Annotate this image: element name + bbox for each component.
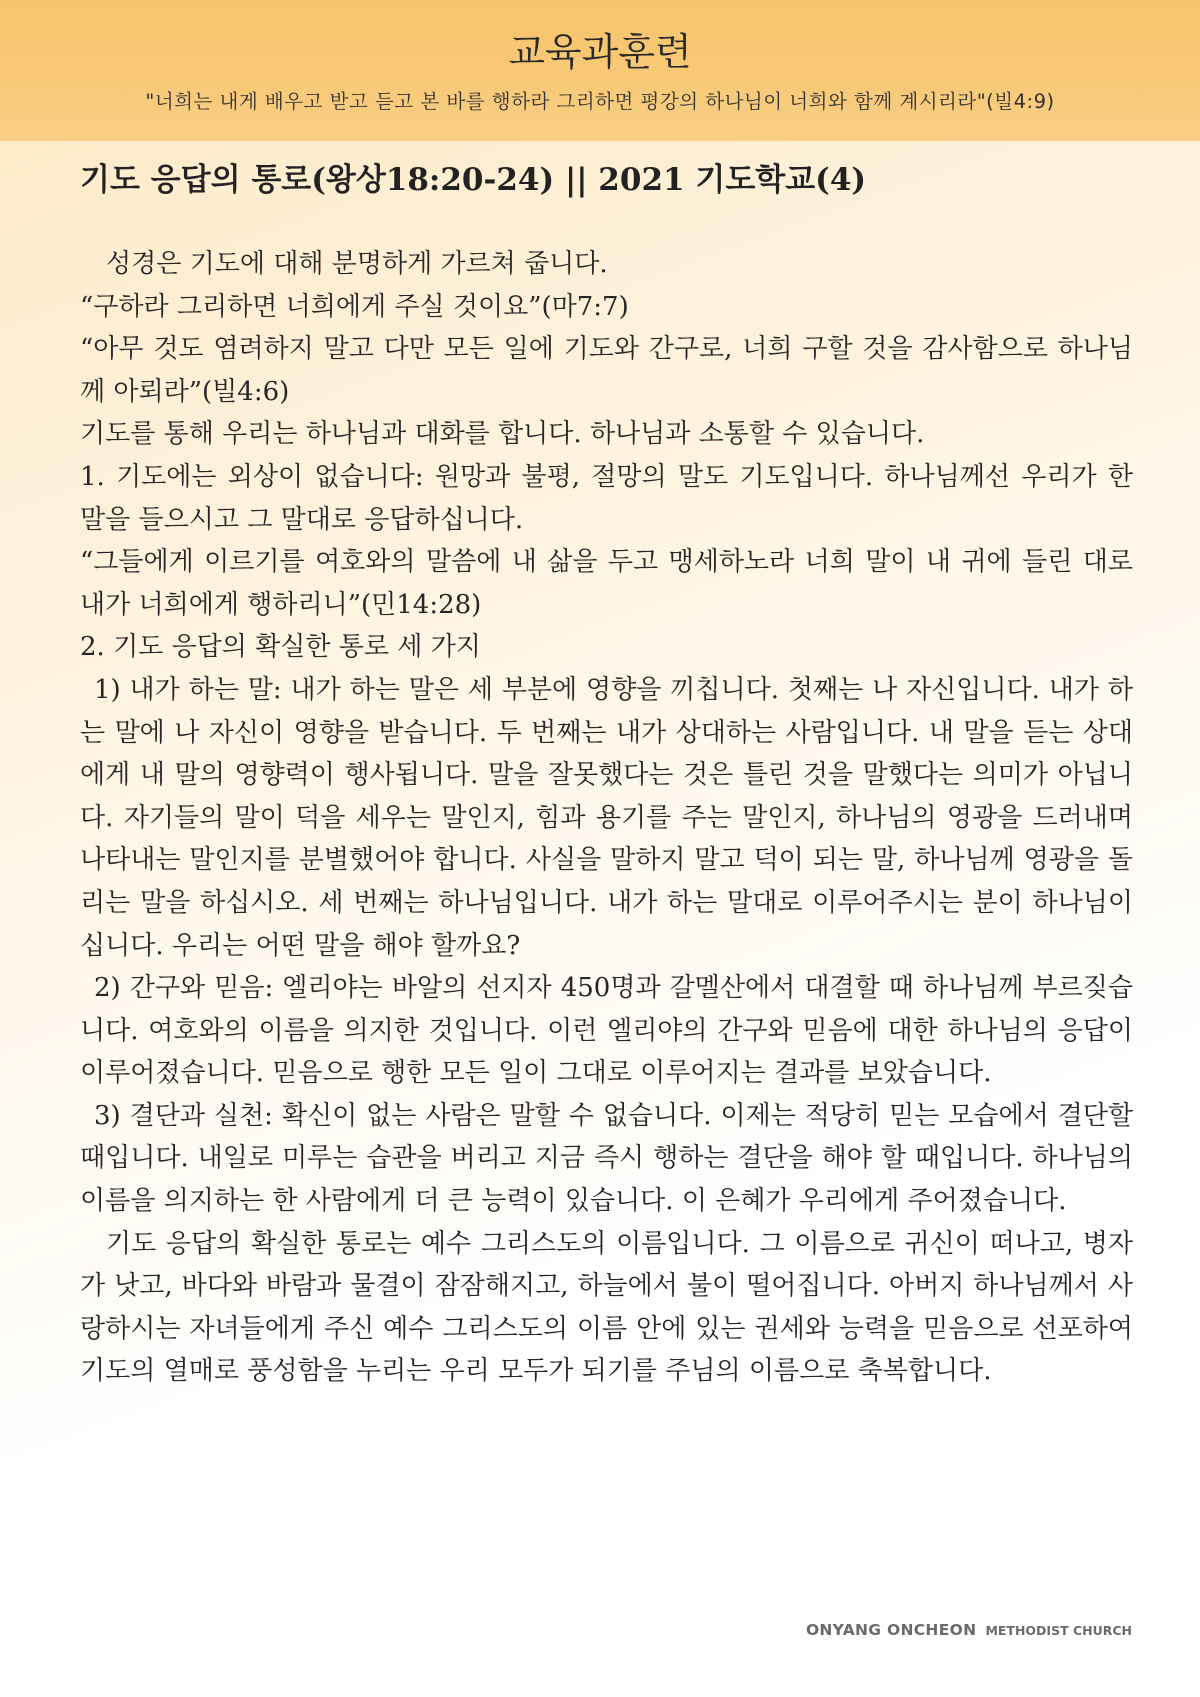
church-logo-text — [806, 1620, 1132, 1639]
header-band — [0, 0, 1200, 141]
paragraph: 2) 간구와 믿음: 엘리야는 바알의 선지자 450명과 갈멜산에서 대결할 때 하나님께 부르짖습니다. 여호와의 이름을 의지한 것입니다. 이런 엘리야의 간구와 믿음에 대한 하나님의 응답이 이루어졌습니다. 믿음으로 행한 모든 일이 그대로 이루어지는 결과를 보았습니다. — [80, 973, 1133, 1089]
church-type: METHODIST CHURCH — [985, 1623, 1132, 1638]
document-body — [80, 243, 1133, 1393]
section-title: 교육과훈련 — [508, 30, 692, 74]
paragraph: “아무 것도 염려하지 말고 다만 모든 일에 기도와 간구로, 너희 구할 것을 감사함으로 하나님께 아뢰라”(빌4:6) — [80, 334, 1133, 407]
paragraph: 1. 기도에는 외상이 없습니다: 원망과 불평, 절망의 말도 기도입니다. 하나님께선 우리가 한 말을 들으시고 그 말대로 응답하십니다. — [80, 461, 1133, 535]
paragraph: “그들에게 이르기를 여호와의 말씀에 내 삶을 두고 맹세하노라 너희 말이 내 귀에 들린 대로 내가 너희에게 행하리니”(민14:28) — [80, 547, 1133, 620]
paragraph: 2. 기도 응답의 확실한 통로 세 가지 — [80, 632, 481, 663]
paragraph: 3) 결단과 실천: 확신이 없는 사람은 말할 수 없습니다. 이제는 적당히 믿는 모습에서 결단할 때입니다. 내일로 미루는 습관을 버리고 지금 즉시 행하는 결단을 해야 할 때입니다. 하나님의 이름을 의지하는 한 사람에게 더 큰 능력이 있습니다. 이 은혜가 우리에게 주어졌습니다. — [80, 1100, 1133, 1217]
paragraph: “구하라 그리하면 너희에게 주실 것이요”(마7:7) — [80, 291, 629, 322]
church-name: ONYANG ONCHEON — [805, 1621, 977, 1639]
paragraph: 1) 내가 하는 말: 내가 하는 말은 세 부분에 영향을 끼칩니다. 첫째는 나 자신입니다. 내가 하는 말에 나 자신이 영향을 받습니다. 두 번째는 내가 상대하는 사람입니다. 내 말을 듣는 상대에게 내 말의 영향력이 행사됩니다. 말을 잘못했다는 것은 틀린 것을 말했다는 의미가 아닙니다. 자기들의 말이 덕을 세우는 말인지, 힘과 용기를 주는 말인지, 하나님의 영광을 드러내며 나타내는 말인지를 분별했어야 합니다. 사실을 말하지 말고 덕이 되는 말, 하나님께 영광을 돌리는 말을 하십시오. 세 번째는 하나님입니다. 내가 하는 말대로 이루어주시는 분이 하나님이십니다. 우리는 어떤 말을 해야 할까요? — [80, 674, 1133, 961]
header-verse: "너희는 내게 배우고 받고 듣고 본 바를 행하라 그리하면 평강의 하나님이 너희와 함께 계시리라"(빌4:9) — [145, 90, 1055, 113]
paragraph: 성경은 기도에 대해 분명하게 가르쳐 줍니다. — [106, 249, 608, 279]
paragraph: 기도 응답의 확실한 통로는 예수 그리스도의 이름입니다. 그 이름으로 귀신이 떠나고, 병자가 낫고, 바다와 바람과 물결이 잠잠해지고, 하늘에서 불이 떨어집니다. 아버지 하나님께서 사랑하시는 자녀들에게 주신 예수 그리스도의 이름 안에 있는 권세와 능력을 믿음으로 선포하여 기도의 열매로 풍성함을 누리는 우리 모두가 되기를 주님의 이름으로 축복합니다. — [80, 1228, 1133, 1387]
document-title: 기도 응답의 통로(왕상18:20-24) || 2021 기도학교(4) — [80, 162, 867, 198]
paragraph: 기도를 통해 우리는 하나님과 대화를 합니다. 하나님과 소통할 수 있습니다. — [80, 419, 925, 450]
